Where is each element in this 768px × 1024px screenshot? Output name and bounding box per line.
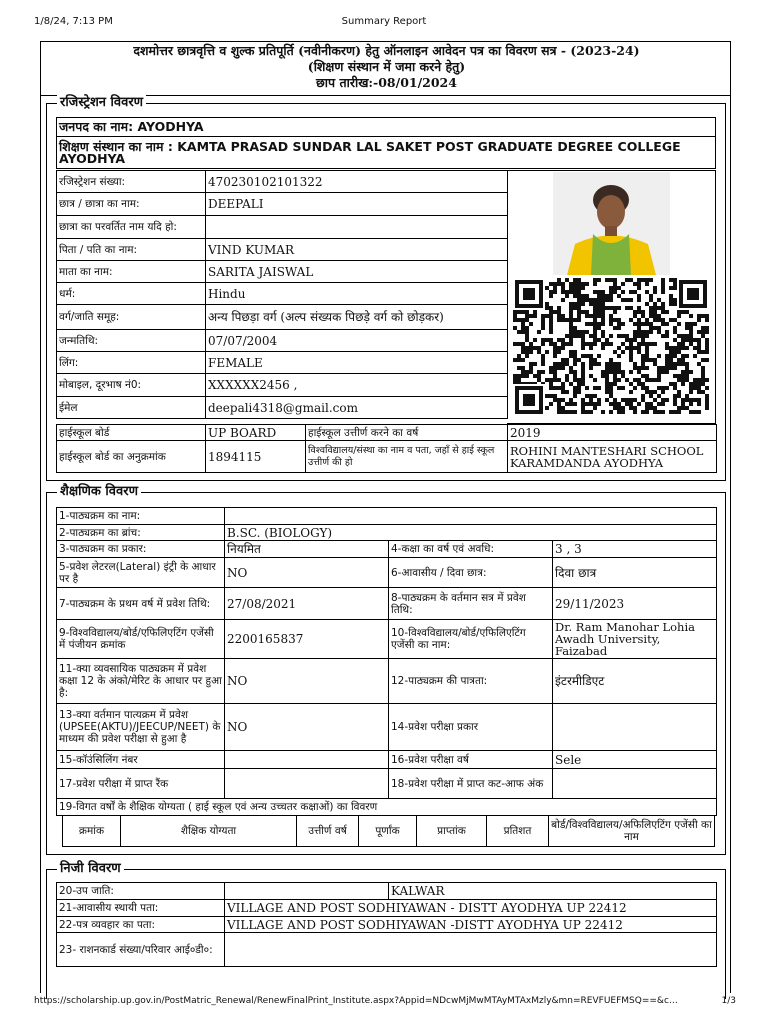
personal-value bbox=[225, 933, 717, 967]
registration-value: 470230102101322 bbox=[206, 171, 508, 193]
registration-value: DEEPALI bbox=[206, 193, 508, 216]
prev-header-cell: क्रमांक bbox=[63, 816, 121, 847]
registration-value: deepali4318@gmail.com bbox=[206, 397, 508, 419]
hs-table bbox=[56, 424, 717, 473]
personal-row bbox=[57, 933, 717, 967]
institution-cell: शिक्षण संस्थान का नाम : KAMTA PRASAD SUNDAR LAL SAKET POST GRADUATE DEGREE COLLEGE AYODHYA bbox=[57, 137, 716, 169]
registration-head-table bbox=[56, 117, 716, 169]
prev-header-cell: शैक्षिक योग्यता bbox=[121, 816, 297, 847]
prev-header-cell: प्रतिशत bbox=[487, 816, 549, 847]
personal-table bbox=[56, 882, 717, 967]
personal-value: VILLAGE AND POST SODHIYAWAN -DISTT AYODHYA UP 22412 bbox=[225, 917, 717, 933]
rank-label: 17-प्रवेश परीक्षा में प्राप्त रैंक bbox=[57, 769, 225, 799]
registration-label: मोबाइल, दूरभाष नं0: bbox=[57, 374, 206, 397]
personal-label: 20-उप जाति: bbox=[57, 883, 225, 900]
type-label: 3-पाठ्यक्रम का प्रकार: bbox=[57, 541, 225, 558]
registration-row bbox=[57, 171, 508, 193]
univ-reg-label: 9-विश्वविद्यालय/बोर्ड/एफिलिएटिंग एजेंसी में पंजीयन क्रमांक bbox=[57, 620, 225, 659]
cutoff-value bbox=[553, 769, 717, 799]
course-name-label: 1-पाठ्यक्रम का नाम: bbox=[57, 508, 225, 525]
hs-board-label: हाईस्कूल बोर्ड bbox=[57, 425, 206, 441]
elig-value: इंटरमीडिएट bbox=[553, 659, 717, 704]
hs-school-value: ROHINI MANTESHARI SCHOOL KARAMDANDA AYODHYA bbox=[508, 441, 717, 473]
lateral-label: 5-प्रवेश लेटरल(Lateral) इंट्री के आधार पर है bbox=[57, 558, 225, 588]
registration-row bbox=[57, 397, 508, 419]
registration-label: माता का नाम: bbox=[57, 261, 206, 283]
personal-label: 21-आवासीय स्थायी पता: bbox=[57, 900, 225, 917]
prev-header-cell: पूर्णांक bbox=[359, 816, 417, 847]
hs-roll-value: 1894115 bbox=[206, 441, 306, 473]
personal-spacer bbox=[225, 883, 389, 900]
cutoff-label: 18-प्रवेश परीक्षा में प्राप्त कट-आफ अंक bbox=[389, 769, 553, 799]
registration-label: धर्म: bbox=[57, 283, 206, 305]
title-line-3: छाप तारीख:-08/01/2024 bbox=[316, 75, 457, 90]
registration-row bbox=[57, 216, 508, 239]
type-value: नियमित bbox=[225, 541, 389, 558]
registration-value bbox=[206, 216, 508, 239]
registration-value: Hindu bbox=[206, 283, 508, 305]
curr-adm-label: 8-पाठ्यक्रम के वर्तमान सत्र में प्रवेश तिथि: bbox=[389, 588, 553, 620]
registration-row bbox=[57, 352, 508, 374]
counsel-value bbox=[225, 751, 389, 769]
registration-label: छात्र / छात्रा का नाम: bbox=[57, 193, 206, 216]
academic-legend: शैक्षणिक विवरण bbox=[57, 484, 141, 500]
hs-school-label: विश्वविद्यालय/संस्था का नाम व पता, जहाँ से हाई स्कूल उत्तीर्ण की हो bbox=[306, 441, 508, 473]
branch-label: 2-पाठ्यक्रम का ब्रांच: bbox=[57, 525, 225, 541]
print-doc-title: Summary Report bbox=[341, 16, 427, 27]
registration-value: VIND KUMAR bbox=[206, 239, 508, 261]
report-title bbox=[41, 43, 732, 91]
student-photo bbox=[553, 172, 670, 275]
prev-header-cell: बोर्ड/विश्वविद्यालय/अफिलिएटिंग एजेंसी का नाम bbox=[549, 816, 715, 847]
registration-row bbox=[57, 193, 508, 216]
registration-row bbox=[57, 239, 508, 261]
academic-table bbox=[56, 507, 717, 816]
qr-code-image bbox=[513, 278, 709, 416]
registration-label: लिंग: bbox=[57, 352, 206, 374]
exam-type-value bbox=[553, 704, 717, 751]
registration-label: पिता / पति का नाम: bbox=[57, 239, 206, 261]
registration-row bbox=[57, 305, 508, 330]
year-label: 4-कक्षा का वर्ष एवं अवधि: bbox=[389, 541, 553, 558]
univ-reg-value: 2200165837 bbox=[225, 620, 389, 659]
residence-value: दिवा छात्र bbox=[553, 558, 717, 588]
exam-year-value: Sele bbox=[553, 751, 717, 769]
personal-row bbox=[57, 883, 717, 900]
registration-value: SARITA JAISWAL bbox=[206, 261, 508, 283]
title-line-1: दशमोत्तर छात्रवृत्ति व शुल्क प्रतिपूर्ति (नवीनीकरण) हेतु ऑनलाइन आवेदन पत्र का विवरण सत्र - (2023-24) bbox=[133, 43, 640, 58]
prev-header-cell: उत्तीर्ण वर्ष bbox=[297, 816, 359, 847]
course-name-value bbox=[225, 508, 717, 525]
personal-row bbox=[57, 917, 717, 933]
hs-board-value: UP BOARD bbox=[206, 425, 306, 441]
prev-label: 19-विगत वर्षों के शैक्षिक योग्यता ( हाई स्कूल एवं अन्य उच्चतर कक्षाओं) का विवरण bbox=[57, 799, 717, 816]
registration-legend: रजिस्ट्रेशन विवरण bbox=[57, 95, 146, 111]
print-url: https://scholarship.up.gov.in/PostMatric_Renewal/RenewFinalPrint_Institute.aspx?Appid=NDcwMjMwMTAyMTAxMzly&mn=REVFUEFMSQ==&c… bbox=[34, 996, 678, 1006]
registration-value: FEMALE bbox=[206, 352, 508, 374]
registration-value: 07/07/2004 bbox=[206, 330, 508, 352]
registration-label: जन्मतिथि: bbox=[57, 330, 206, 352]
counsel-label: 15-कॉउंसिलिंग नंबर bbox=[57, 751, 225, 769]
personal-value: KALWAR bbox=[389, 883, 717, 900]
exam-label: 13-क्या वर्तमान पात्यक्रम में प्रवेश (UPSEE(AKTU)/JEECUP/NEET) के माध्यम की प्रवेश परीक्षा से हुआ है bbox=[57, 704, 225, 751]
personal-row bbox=[57, 900, 717, 917]
branch-value: B.SC. (BIOLOGY) bbox=[225, 525, 717, 541]
print-datetime: 1/8/24, 7:13 PM bbox=[34, 16, 113, 27]
student-photo-image bbox=[553, 172, 670, 275]
registration-value: अन्य पिछड़ा वर्ग (अल्प संख्यक पिछड़े वर्ग को छोड़कर) bbox=[206, 305, 508, 330]
exam-value: NO bbox=[225, 704, 389, 751]
registration-row bbox=[57, 374, 508, 397]
first-adm-label: 7-पाठ्यक्रम के प्रथम वर्ष में प्रवेश तिथि: bbox=[57, 588, 225, 620]
personal-label: 23- राशनकार्ड संख्या/परिवार आई०डी०: bbox=[57, 933, 225, 967]
hs-year-label: हाईस्कूल उत्तीर्ण करने का वर्ष bbox=[306, 425, 508, 441]
title-line-2: (शिक्षण संस्थान में जमा करने हेतु) bbox=[307, 59, 466, 74]
first-adm-value: 27/08/2021 bbox=[225, 588, 389, 620]
registration-row bbox=[57, 330, 508, 352]
univ-name-value: Dr. Ram Manohar Lohia Awadh University, Faizabad bbox=[553, 620, 717, 659]
registration-label: छात्रा का परवर्तित नाम यदि हो: bbox=[57, 216, 206, 239]
personal-value: VILLAGE AND POST SODHIYAWAN - DISTT AYODHYA UP 22412 bbox=[225, 900, 717, 917]
hs-roll-label: हाईस्कूल बोर्ड का अनुक्रमांक bbox=[57, 441, 206, 473]
registration-label: ईमेल bbox=[57, 397, 206, 419]
prof-label: 11-क्या व्यवसायिक पाठ्यक्रम में प्रवेश कक्षा 12 के अंको/मेरिट के आधार पर हुआ है: bbox=[57, 659, 225, 704]
registration-table bbox=[56, 170, 508, 419]
rank-value bbox=[225, 769, 389, 799]
registration-row bbox=[57, 261, 508, 283]
personal-label: 22-पत्र व्यवहार का पता: bbox=[57, 917, 225, 933]
print-page-number: 1/3 bbox=[721, 996, 736, 1006]
elig-label: 12-पाठ्यक्रम की पात्रता: bbox=[389, 659, 553, 704]
registration-label: रजिस्ट्रेशन संख्या: bbox=[57, 171, 206, 193]
personal-legend: निजी विवरण bbox=[57, 861, 124, 877]
exam-type-label: 14-प्रवेश परीक्षा प्रकार bbox=[389, 704, 553, 751]
exam-year-label: 16-प्रवेश परीक्षा वर्ष bbox=[389, 751, 553, 769]
prev-header-cell: प्राप्तांक bbox=[417, 816, 487, 847]
univ-name-label: 10-विश्वविद्यालय/बोर्ड/एफिलिएटिंग एजेंसी का नाम: bbox=[389, 620, 553, 659]
hs-year-value: 2019 bbox=[508, 425, 717, 441]
registration-value: XXXXXX2456 , bbox=[206, 374, 508, 397]
curr-adm-value: 29/11/2023 bbox=[553, 588, 717, 620]
prev-qualification-table bbox=[62, 815, 715, 847]
registration-label: वर्ग/जाति समूह: bbox=[57, 305, 206, 330]
qr-code bbox=[513, 278, 709, 416]
lateral-value: NO bbox=[225, 558, 389, 588]
prof-value: NO bbox=[225, 659, 389, 704]
residence-label: 6-आवासीय / दिवा छात्र: bbox=[389, 558, 553, 588]
year-value: 3 , 3 bbox=[553, 541, 717, 558]
registration-row bbox=[57, 283, 508, 305]
district-cell: जनपद का नाम: AYODHYA bbox=[57, 118, 716, 137]
